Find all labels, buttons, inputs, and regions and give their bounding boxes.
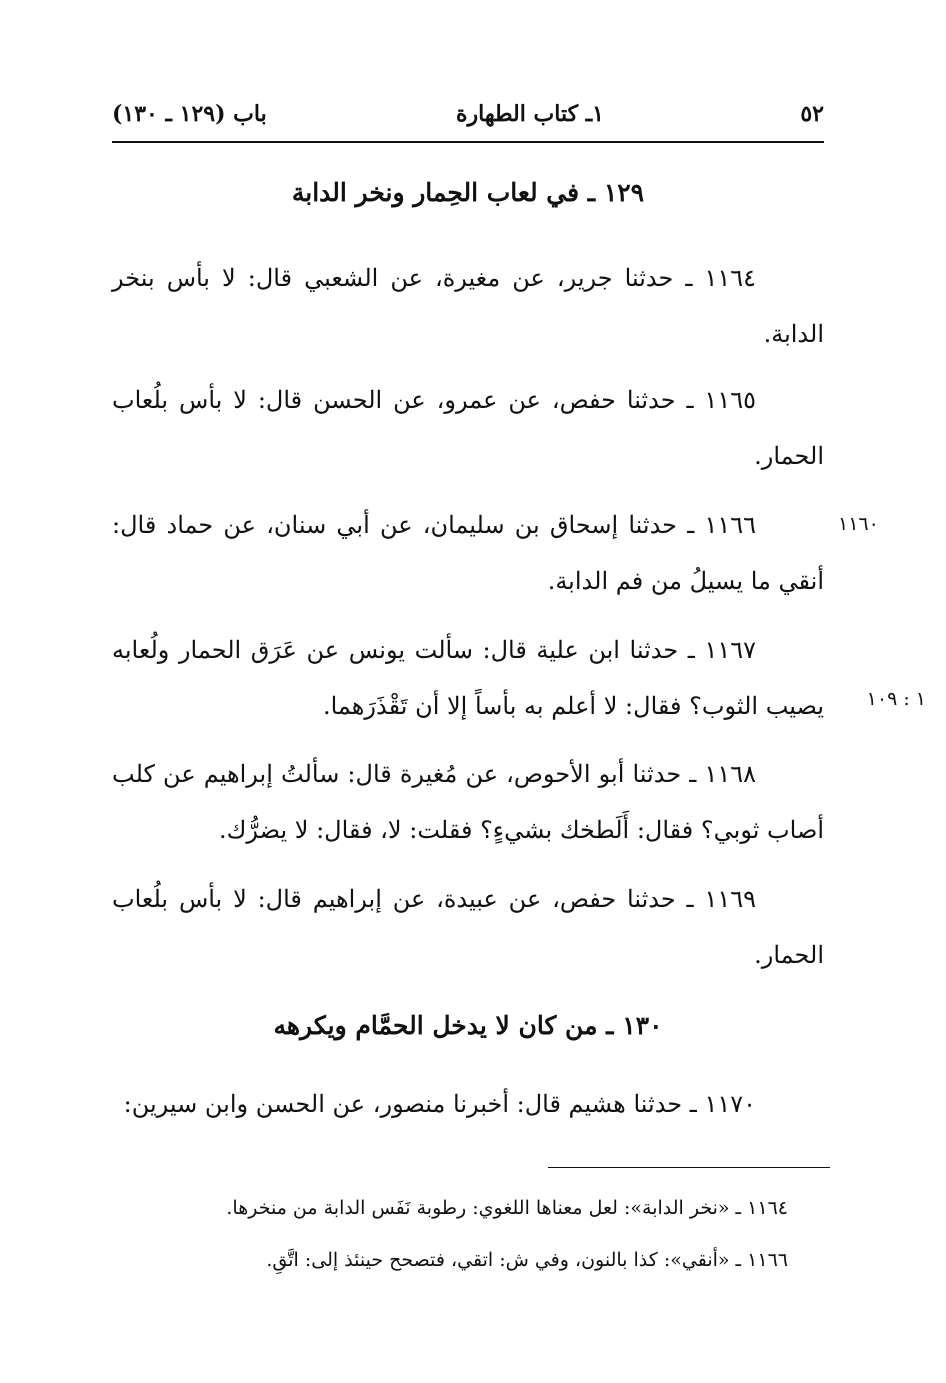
page-number: ٥٢ bbox=[800, 101, 824, 127]
hadith-paragraph bbox=[112, 372, 824, 484]
running-header bbox=[112, 97, 824, 137]
footnote-text: ـ «نخر الدابة»: لعل معناها اللغوي: رطوبة نَفَس الدابة من منخرها. bbox=[226, 1197, 742, 1219]
hadith-text: ـ حدثنا حفص، عن عمرو، عن الحسن قال: لا بأس بلُعاب الحمار. bbox=[112, 386, 824, 470]
footnote-rule bbox=[548, 1167, 830, 1168]
hadith-paragraph bbox=[112, 497, 824, 609]
hadith-paragraph bbox=[112, 746, 824, 858]
hadith-number: ١١٦٩ bbox=[704, 885, 756, 913]
margin-number: ١١٦٠ bbox=[838, 513, 879, 535]
chapter-title: ١٣٠ ـ من كان لا يدخل الحمَّام ويكرهه bbox=[273, 1011, 663, 1040]
footnote-number: ١١٦٦ bbox=[747, 1249, 788, 1271]
margin-reference: ١ : ١٠٩ bbox=[866, 688, 926, 710]
header-rule bbox=[112, 141, 824, 143]
hadith-number: ١١٦٦ bbox=[704, 511, 756, 539]
footnote bbox=[160, 1197, 788, 1219]
book-title: ١ـ كتاب الطهارة bbox=[456, 101, 604, 127]
hadith-text: ـ حدثنا جرير، عن مغيرة، عن الشعبي قال: لا بأس بنخر الدابة. bbox=[112, 264, 824, 348]
hadith-number: ١١٧٠ bbox=[704, 1090, 756, 1118]
hadith-number: ١١٦٨ bbox=[704, 760, 756, 788]
hadith-number: ١١٦٤ bbox=[704, 264, 756, 292]
hadith-paragraph bbox=[112, 871, 824, 983]
hadith-paragraph bbox=[112, 1076, 824, 1132]
hadith-paragraph bbox=[112, 250, 824, 362]
hadith-text: ـ حدثنا إسحاق بن سليمان، عن أبي سنان، عن حماد قال: أنقي ما يسيلُ من فم الدابة. bbox=[112, 511, 824, 595]
hadith-paragraph bbox=[112, 622, 824, 734]
hadith-text: ـ حدثنا أبو الأحوص، عن مُغيرة قال: سألتُ إبراهيم عن كلب أصاب ثوبي؟ فقال: أَلَطخك بشيءٍ؟ فقلت: لا، فقال: لا يضرُّك. bbox=[112, 760, 824, 844]
hadith-number: ١١٦٥ bbox=[704, 386, 756, 414]
chapter-title: ١٢٩ ـ في لعاب الحِمار ونخر الدابة bbox=[291, 178, 645, 207]
hadith-text: ـ حدثنا حفص، عن عبيدة، عن إبراهيم قال: لا بأس بلُعاب الحمار. bbox=[112, 885, 824, 969]
hadith-text: ـ حدثنا هشيم قال: أخبرنا منصور، عن الحسن وابن سيرين: bbox=[123, 1090, 697, 1118]
footnote-text: ـ «أنقي»: كذا بالنون، وفي ش: اتقي، فتصحح حينئذ إلى: اتَّقِ. bbox=[266, 1249, 742, 1271]
hadith-text: ـ حدثنا ابن علية قال: سألت يونس عن عَرَق الحمار ولُعابه يصيب الثوب؟ فقال: لا أعلم به بأساً إلا أن تَقْذَرَهما. bbox=[112, 636, 824, 720]
footnote bbox=[160, 1249, 788, 1271]
hadith-number: ١١٦٧ bbox=[704, 636, 756, 664]
footnote-number: ١١٦٤ bbox=[747, 1197, 788, 1219]
chapter-range: باب (١٢٩ ـ ١٣٠) bbox=[112, 101, 267, 127]
